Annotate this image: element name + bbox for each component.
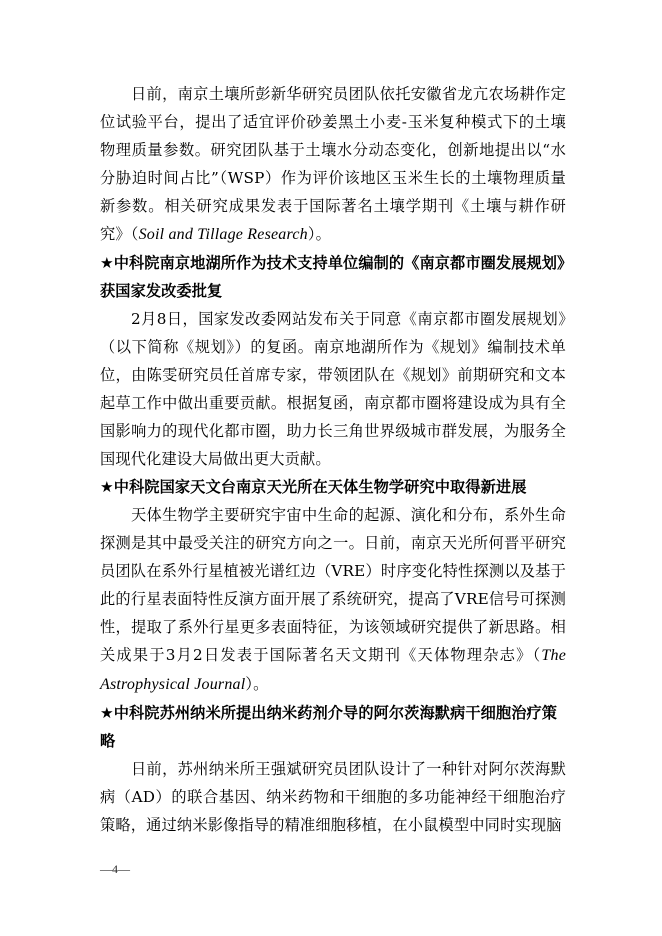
heading-alzheimers-therapy: ★中科院苏州纳米所提出纳米药剂介导的阿尔茨海默病干细胞治疗策略 — [100, 704, 558, 750]
heading-nanjing-metropolitan-plan: ★中科院南京地湖所作为技术支持单位编制的《南京都市圈发展规划》获国家发改委批复 — [100, 254, 565, 300]
paragraph-metropolitan-plan — [100, 305, 566, 473]
paragraph-soil-research — [100, 80, 566, 249]
paragraph-alzheimers-therapy — [100, 755, 566, 839]
page-content — [100, 80, 566, 839]
journal-name-italic: The Astrophysical Journal — [100, 647, 566, 693]
paragraph-tail: ）。 — [245, 675, 269, 693]
heading-astrobiology: ★中科院国家天文台南京天光所在天体生物学研究中取得新进展 — [100, 478, 527, 496]
paragraph-text: 日前，南京土壤所彭新华研究员团队依托安徽省龙亢农场耕作定位试验平台，提出了适宜评价砂姜黑土小麦-玉米复种模式下的土壤物理质量参数。研究团队基于土壤水分动态变化，创新地提出以“水分胁迫时间占比”（WSP）作为评价该地区玉米生长的土壤物理质量新参数。相关研究成果发表于国际著名土壤学期刊《土壤与耕作研究》（ — [100, 85, 566, 243]
paragraph-text: 天体生物学主要研究宇宙中生命的起源、演化和分布，系外生命探测是其中最受关注的研究方向之一。日前，南京天光所何晋平研究员团队在系外行星植被光谱红边（VRE）时序变化特性探测以及基于此的行星表面特性反演方面开展了系统研究，提高了VRE信号可探测性，提取了系外行星更多表面特征，为该领域研究提供了新思路。相关成果于3月2日发表于国际著名天文期刊《天体物理杂志》（ — [100, 506, 566, 664]
journal-name-italic: Soil and Tillage Research — [138, 226, 308, 243]
paragraph-tail: ）。 — [307, 225, 332, 243]
page-number: —4— — [100, 862, 130, 876]
paragraph-text: 日前，苏州纳米所王强斌研究员团队设计了一种针对阿尔茨海默病（AD）的联合基因、纳米药物和干细胞的多功能神经干细胞治疗策略，通过纳米影像指导的精准细胞移植，在小鼠模型中同时实现脑 — [100, 760, 566, 834]
paragraph-astrobiology — [100, 501, 566, 699]
paragraph-text: 2月8日，国家发改委网站发布关于同意《南京都市圈发展规划》（以下简称《规划》）的复函。南京地湖所作为《规划》编制技术单位，由陈雯研究员任首席专家，带领团队在《规划》前期研究和文本起草工作中做出重要贡献。根据复函，南京都市圈将建设成为具有全国影响力的现代化都市圈，助力长三角世界级城市群发展，为服务全国现代化建设大局做出更大贡献。 — [100, 310, 566, 468]
